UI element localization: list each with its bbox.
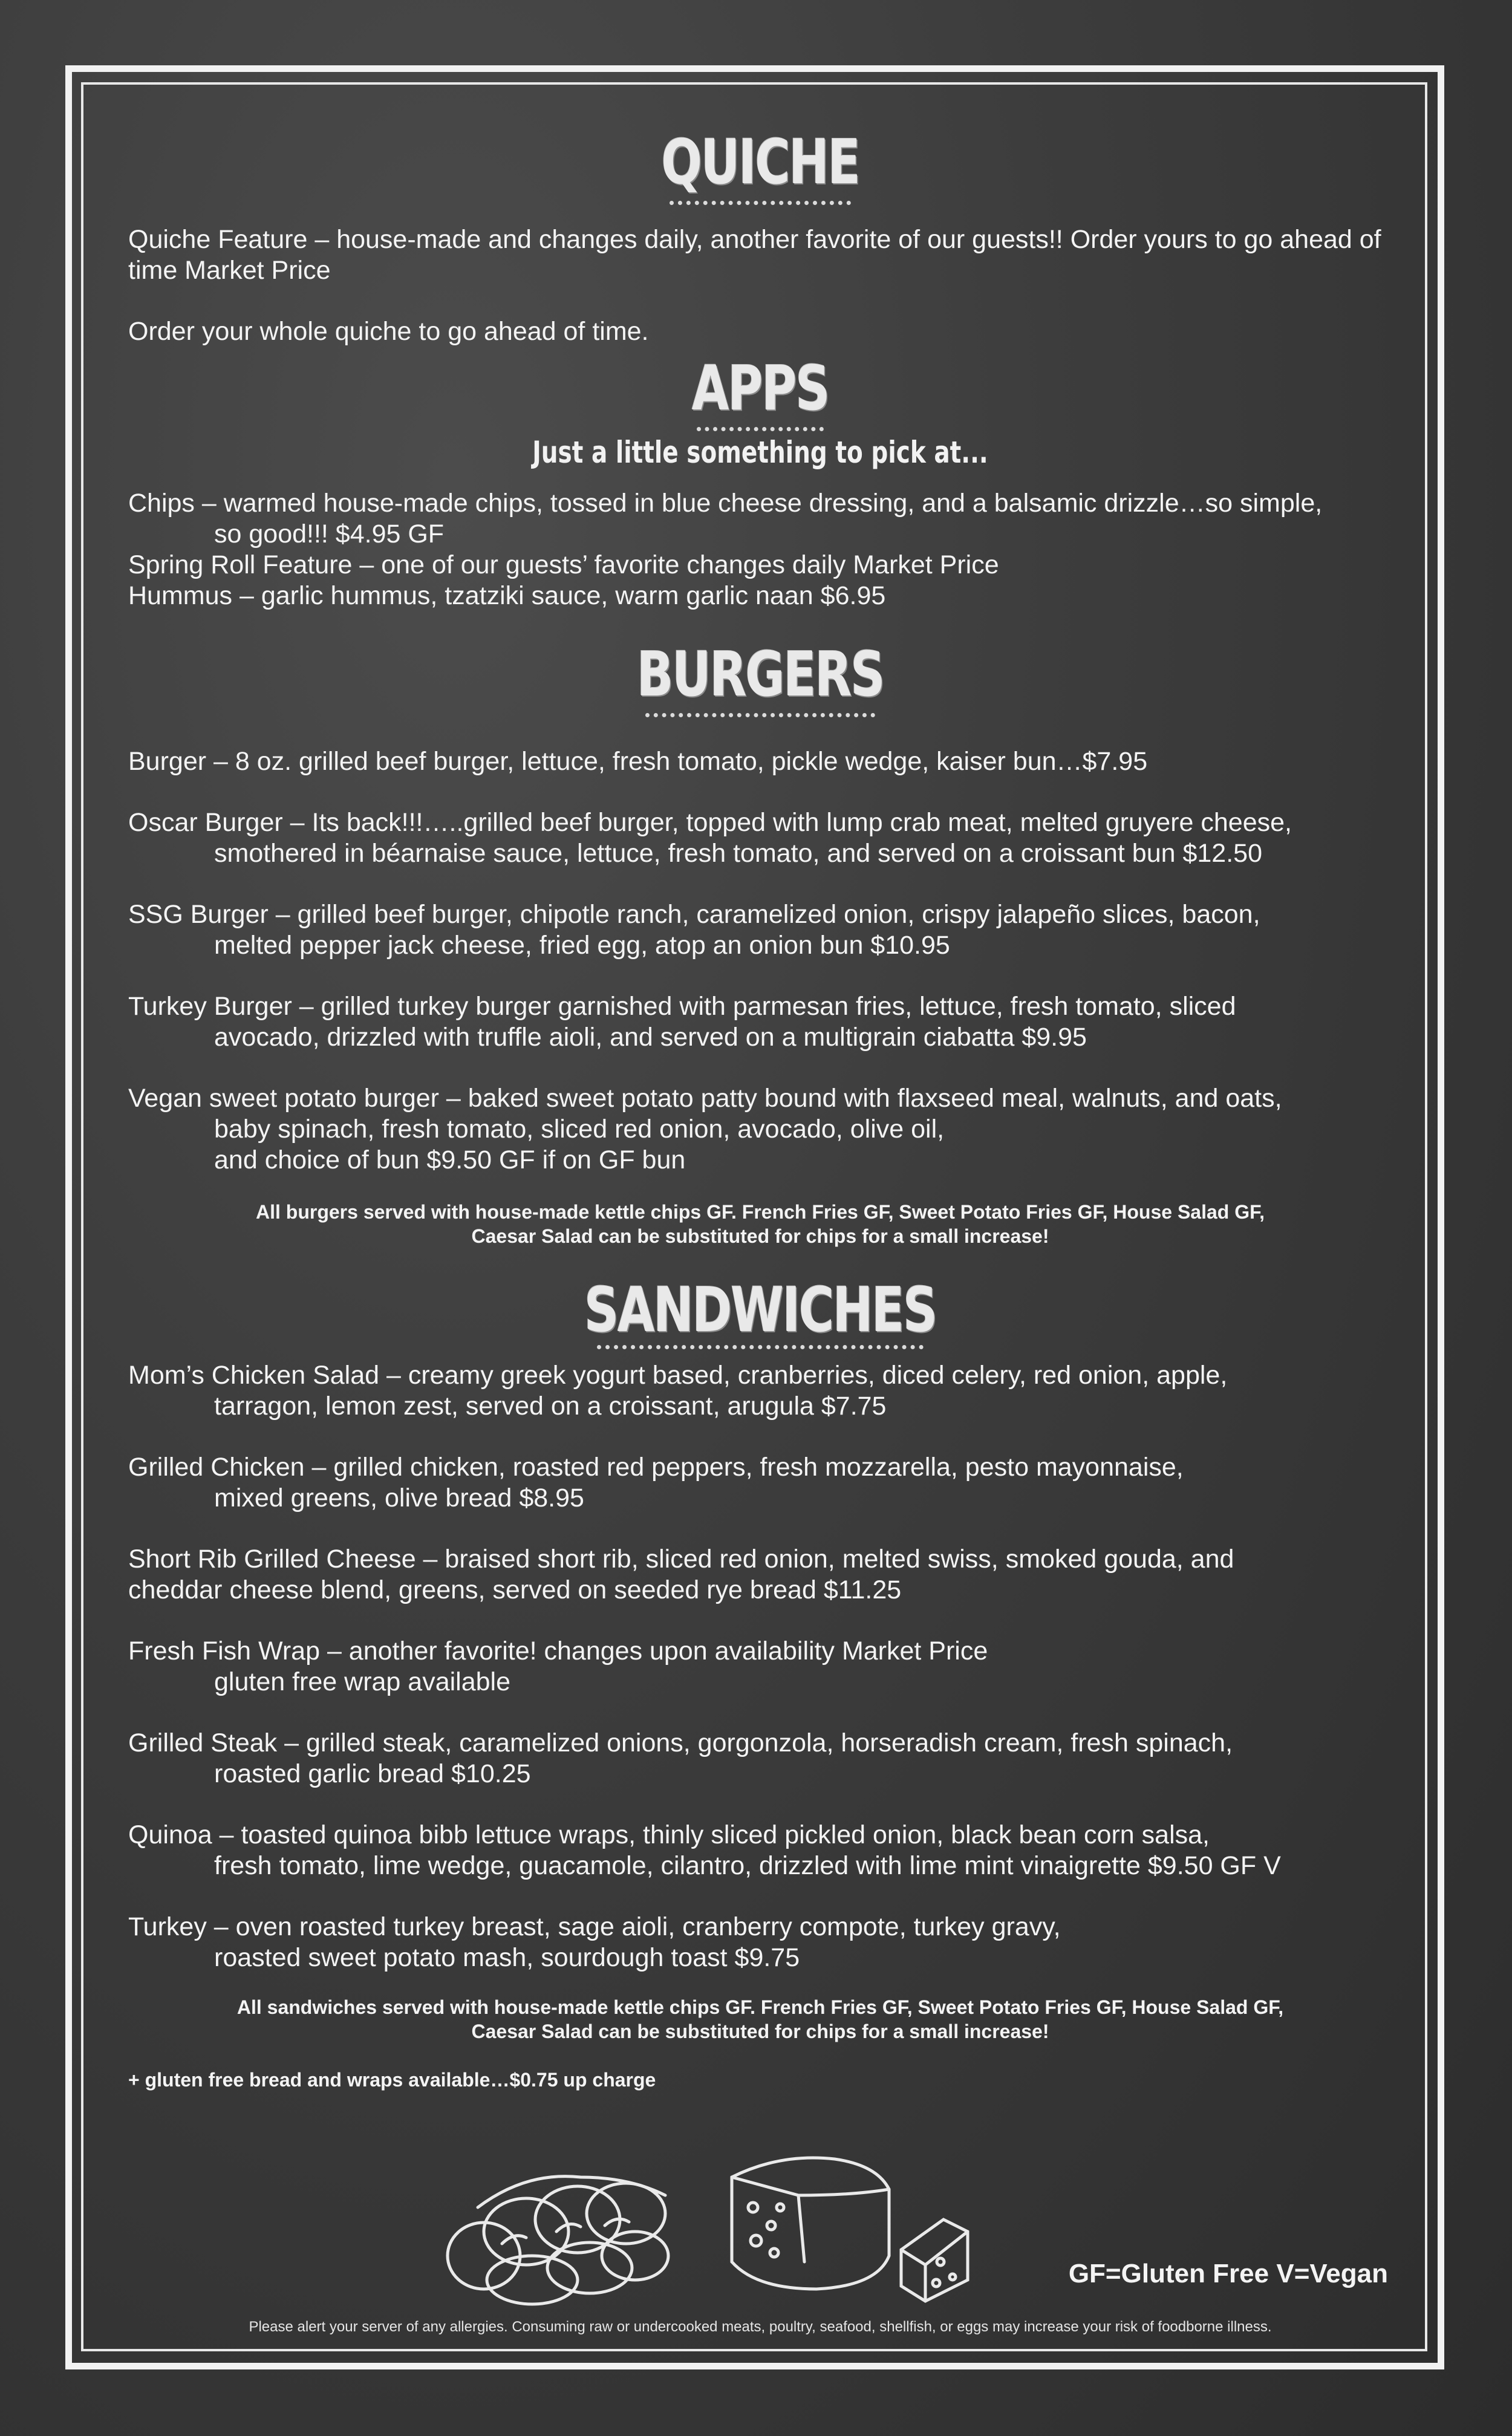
menu-item-line: Short Rib Grilled Cheese – braised short rib, sliced red onion, melted swiss, smoked gouda, and — [128, 1545, 1234, 1574]
title-underline — [697, 427, 824, 431]
menu-item — [128, 807, 1392, 869]
menu-item — [128, 1912, 1392, 1973]
note-line: All sandwiches served with house-made kettle chips GF. French Fries GF, Sweet Potato Fries GF, House Salad GF, — [236, 1996, 1284, 2018]
note-line: Caesar Salad can be substituted for chips for a small increase! — [471, 1225, 1049, 1247]
menu-item — [128, 550, 1392, 581]
section-title-burgers: BURGERS — [636, 639, 884, 711]
menu-item — [128, 1636, 1392, 1698]
section-title-apps: APPS — [691, 353, 829, 425]
menu-item-line: Fresh Fish Wrap – another favorite! changes upon availability Market Price — [128, 1636, 988, 1666]
menu-item-line: Turkey – oven roasted turkey breast, sage aioli, cranberry compote, turkey gravy, — [128, 1912, 1061, 1941]
menu-item — [128, 488, 1392, 550]
allergy-disclaimer: Please alert your server of any allergies. Consuming raw or undercooked meats, poultry, seafood, shellfish, or eggs may increase your risk of foodborne illness. — [249, 2319, 1272, 2335]
menu-item-line: tarragon, lemon zest, served on a croissant, arugula $7.75 — [214, 1392, 887, 1421]
gluten-free-note: + gluten free bread and wraps available…$0.75 up charge — [128, 2069, 656, 2091]
menu-item-line: fresh tomato, lime wedge, guacamole, cilantro, drizzled with lime mint vinaigrette $9.50 GF V — [214, 1851, 1281, 1880]
title-underline — [645, 713, 875, 717]
menu-content — [128, 121, 1392, 2091]
menu-item-line: Grilled Chicken – grilled chicken, roasted red peppers, fresh mozzarella, pesto mayonnaise, — [128, 1453, 1184, 1482]
menu-item — [128, 1544, 1392, 1606]
menu-item-line: mixed greens, olive bread $8.95 — [214, 1483, 584, 1513]
cheese-wheel-icon — [732, 2158, 968, 2301]
menu-item-line: melted pepper jack cheese, fried egg, atop an onion bun $10.95 — [214, 931, 950, 960]
sandwiches-side-note — [128, 1995, 1392, 2044]
menu-item — [128, 899, 1392, 961]
title-underline — [670, 201, 851, 205]
sandwiches-section — [128, 1274, 1392, 2091]
section-title-quiche: QUICHE — [661, 126, 859, 198]
menu-item-line: Oscar Burger – Its back!!!…..grilled beef burger, topped with lump crab meat, melted gruyere cheese, — [128, 808, 1292, 837]
menu-item-line: Vegan sweet potato burger – baked sweet potato patty bound with flaxseed meal, walnuts, and oats, — [128, 1084, 1282, 1113]
apps-section — [128, 353, 1392, 611]
menu-item-line: Turkey Burger – grilled turkey burger garnished with parmesan fries, lettuce, fresh tomato, sliced — [128, 992, 1236, 1021]
note-line: Caesar Salad can be substituted for chips for a small increase! — [471, 2021, 1049, 2042]
dietary-legend: GF=Gluten Free V=Vegan — [1068, 2259, 1388, 2288]
quiche-whole: Order your whole quiche to go ahead of time. — [128, 317, 649, 346]
section-title-sandwiches: SANDWICHES — [584, 1274, 937, 1346]
menu-item — [128, 991, 1392, 1053]
menu-item-line: Grilled Steak – grilled steak, caramelized onions, gorgonzola, horseradish cream, fresh spinach, — [128, 1728, 1233, 1757]
burgers-section — [128, 639, 1392, 1248]
menu-item-line: baby spinach, fresh tomato, sliced red onion, avocado, olive oil, — [214, 1115, 945, 1144]
menu-item-line: Mom’s Chicken Salad – creamy greek yogurt based, cranberries, diced celery, red onion, apple, — [128, 1361, 1228, 1390]
menu-item-line: roasted sweet potato mash, sourdough toast $9.75 — [214, 1943, 800, 1972]
menu-item-line: Quinoa – toasted quinoa bibb lettuce wraps, thinly sliced pickled onion, black bean corn salsa, — [128, 1820, 1210, 1849]
menu-item-line: SSG Burger – grilled beef burger, chipotle ranch, caramelized onion, crispy jalapeño slices, bacon, — [128, 900, 1260, 929]
menu-item — [128, 1452, 1392, 1514]
menu-item — [128, 581, 1392, 611]
menu-item-line: smothered in béarnaise sauce, lettuce, fresh tomato, and served on a croissant bun $12.50 — [214, 839, 1262, 868]
quiche-section — [128, 126, 1392, 347]
menu-item-line: so good!!! $4.95 GF — [214, 519, 445, 549]
food-illustrations — [442, 2141, 1004, 2310]
menu-item — [128, 1083, 1392, 1176]
menu-item-line: Hummus – garlic hummus, tzatziki sauce, warm garlic naan $6.95 — [128, 581, 886, 610]
menu-item-line: and choice of bun $9.50 GF if on GF bun — [214, 1145, 686, 1174]
apps-subtitle: Just a little something to pick at... — [532, 435, 988, 470]
menu-item — [128, 1728, 1392, 1790]
bread-loaf-icon — [448, 2177, 668, 2304]
menu-item-line: Spring Roll Feature – one of our guests’ favorite changes daily Market Price — [128, 550, 999, 579]
menu-item — [128, 1360, 1392, 1422]
menu-item-line: Burger – 8 oz. grilled beef burger, lettuce, fresh tomato, pickle wedge, kaiser bun…$7.95 — [128, 747, 1148, 776]
menu-item-line: roasted garlic bread $10.25 — [214, 1759, 531, 1788]
menu-item-line: cheddar cheese blend, greens, served on seeded rye bread $11.25 — [128, 1575, 902, 1604]
quiche-feature: Quiche Feature – house-made and changes daily, another favorite of our guests!! Order yours to go ahead of time Market Price — [128, 225, 1381, 285]
menu-item — [128, 1820, 1392, 1881]
menu-item-line: Chips – warmed house-made chips, tossed in blue cheese dressing, and a balsamic drizzle…so simple, — [128, 489, 1323, 518]
burgers-side-note — [128, 1200, 1392, 1248]
menu-item-line: gluten free wrap available — [214, 1667, 511, 1696]
note-line: All burgers served with house-made kettle chips GF. French Fries GF, Sweet Potato Fries GF, House Salad GF, — [256, 1201, 1265, 1223]
menu-item — [128, 746, 1392, 777]
menu-item-line: avocado, drizzled with truffle aioli, and served on a multigrain ciabatta $9.95 — [214, 1023, 1087, 1052]
